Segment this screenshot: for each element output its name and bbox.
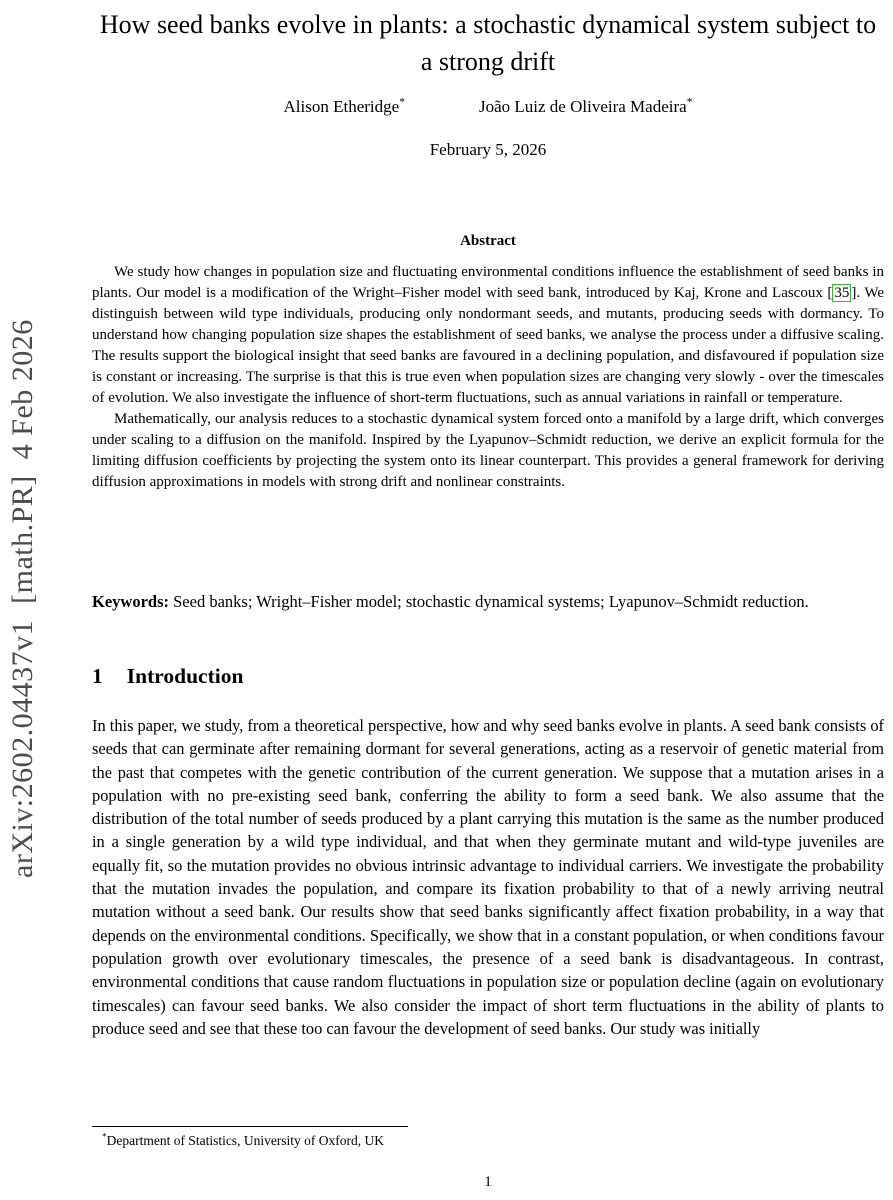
citation-bracket-close: ]	[851, 285, 857, 301]
section-number: 1	[92, 664, 103, 688]
arxiv-watermark: arXiv:2602.04437v1 [math.PR] 4 Feb 2026	[6, 319, 39, 878]
keywords-line	[92, 590, 884, 613]
abstract-paragraph-2: Mathematically, our analysis reduces to a stochastic dynamical system forced onto a manifold by a large drift, which converges under scaling to a diffusion on the manifold. Inspired by the Lyapunov–Schmidt reduction, we derive an explicit formula for the limiting diffusion coefficients by projecting the system onto its linear counterpart. This provides a general framework for deriving diffusion approximations in models with strong drift and nonlinear constraints.	[92, 411, 884, 490]
author-footnote-mark: *	[686, 95, 693, 109]
keywords-label: Keywords:	[92, 592, 169, 611]
footnote-text: Department of Statistics, University of Oxford, UK	[106, 1133, 385, 1148]
section-heading-introduction	[92, 664, 243, 689]
author-footnote-mark: *	[399, 95, 405, 109]
footnote	[92, 1133, 884, 1149]
footnote-mark: *	[102, 1131, 107, 1142]
paper-title: How seed banks evolve in plants: a stochastic dynamical system subject to a strong drift	[99, 10, 877, 76]
page-number: 1	[484, 1174, 492, 1190]
footnote-rule	[92, 1126, 408, 1127]
author-2	[479, 97, 692, 117]
abstract-text-before-cite: We study how changes in population size and fluctuating environmental conditions influence the establishment of seed banks in plants. Our model is a modification of the Wright–Fisher model with seed bank, introduced by Kaj, Krone and Lascoux	[92, 264, 884, 301]
abstract-heading: Abstract	[460, 233, 516, 249]
paper-content	[92, 0, 884, 1200]
authors-row	[92, 97, 884, 117]
citation-bracket-open: [	[827, 285, 833, 301]
citation-link-35[interactable]: 35	[834, 285, 850, 301]
abstract-paragraph-1	[92, 262, 884, 409]
paper-date: February 5, 2026	[429, 140, 547, 159]
intro-paragraph: In this paper, we study, from a theoretical perspective, how and why seed banks evolve in plants. A seed bank consists of seeds that can germinate after remaining dormant for several generations, acting as a reservoir of genetic material from the past that competes with the genetic contribution of the current generation. We suppose that a mutation arises in a population with no pre-existing seed bank, conferring the ability to form a seed bank. We also assume that the distribution of the total number of seeds produced by a plant carrying this mutation is the same as the number produced in a single generation by a wild type individual, and that when they germinate mutant and wild-type juveniles are equally fit, so the mutation provides no obvious intrinsic advantage to individual carriers. We investigate the probability that the mutation invades the population, and compare its fixation probability to that of a newly arriving neutral mutation without a seed bank. Our results show that seed banks significantly affect fixation probability, in a way that depends on the environmental conditions. Specifically, we show that in a constant population, or when conditions favour population growth over evolutionary timescales, the presence of a seed bank is disadvantageous. In contrast, environmental conditions that cause random fluctuations in population size or population decline (again on evolutionary timescales) can favour seed banks. We also consider the impact of short term fluctuations in the ability of plants to produce seed and see that these too can favour the development of seed banks. Our study was initially	[92, 716, 884, 1038]
abstract	[92, 262, 884, 493]
abstract-text-after-cite: . We distinguish between wild type individuals, producing only nondormant seeds, and mutants, producing seeds with dormancy. To understand how changing population size shapes the establishment of seed banks, we analyse the process under a diffusive scaling. The results support the biological insight that seed banks are favoured in a declining population, and disfavoured if population size is constant or increasing. The surprise is that this is true even when population sizes are changing very slowly - over the timescales of evolution. We also investigate the influence of short-term fluctuations, such as annual variations in rainfall or temperature.	[92, 285, 884, 406]
author-1	[284, 97, 405, 117]
author-name: João Luiz de Oliveira Madeira	[478, 97, 687, 116]
author-name: Alison Etheridge	[283, 97, 400, 116]
keywords-text: Seed banks; Wright–Fisher model; stochastic dynamical systems; Lyapunov–Schmidt reduction.	[173, 592, 809, 611]
section-title: Introduction	[126, 664, 244, 688]
